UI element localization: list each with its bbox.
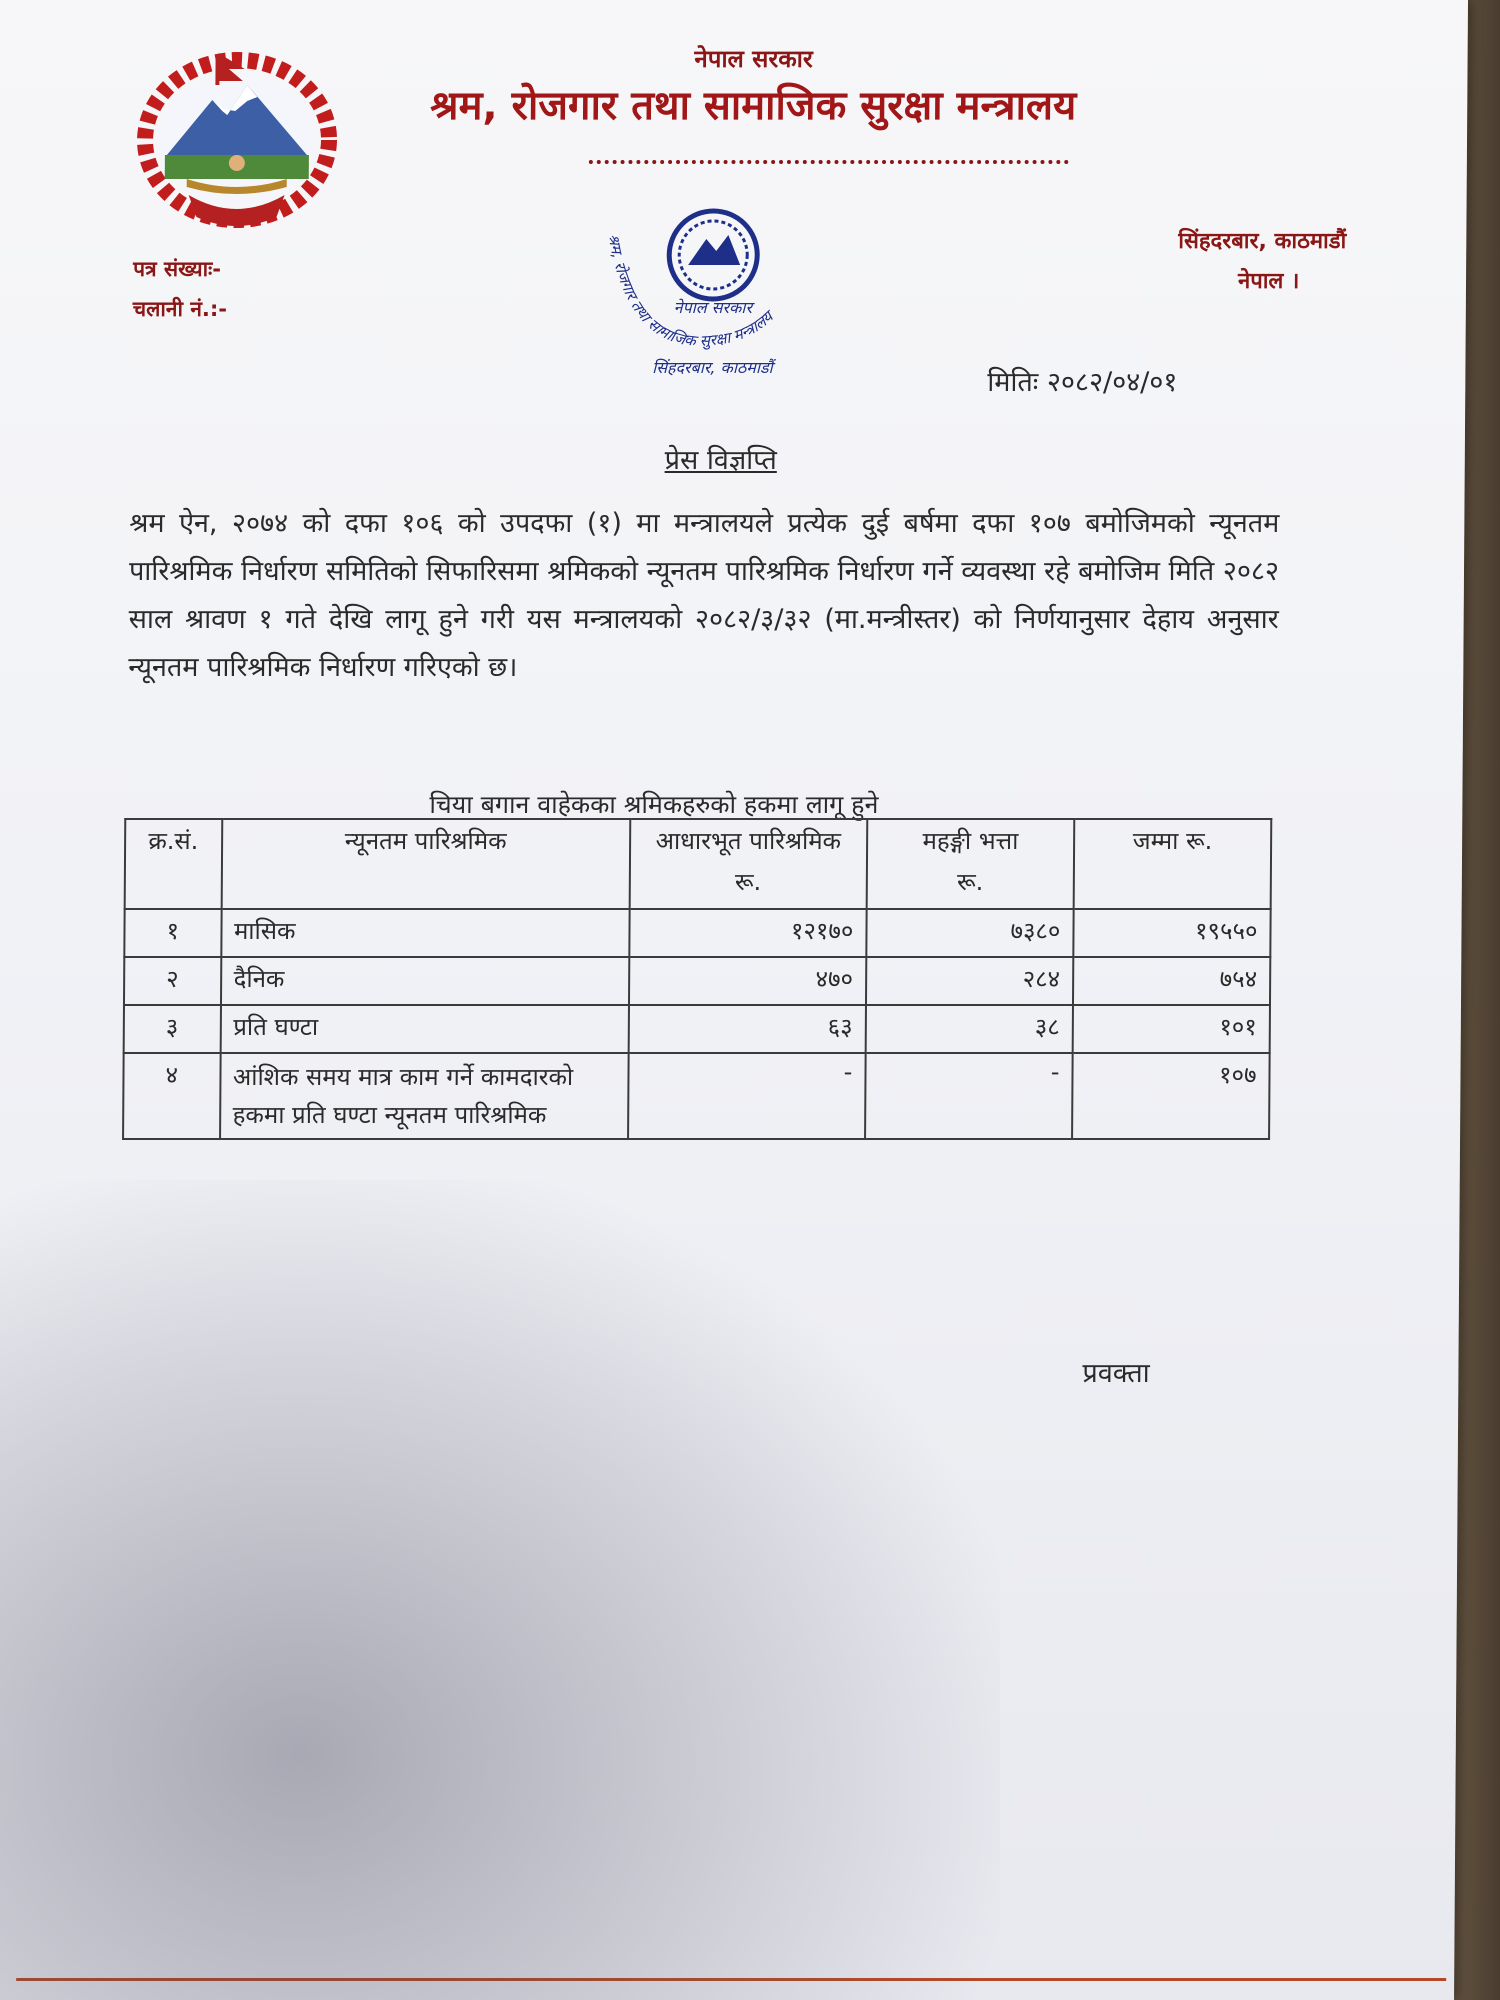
cell-total: १९५५०: [1073, 909, 1270, 957]
dispatch-number-label: चलानी नं.:-: [132, 297, 228, 321]
cell-basic: -: [628, 1053, 866, 1139]
table-caption: चिया बगान वाहेकका श्रमिकहरुको हकमा लागू हुने: [429, 790, 879, 819]
ministry-heading: श्रम, रोजगार तथा सामाजिक सुरक्षा मन्त्रालय: [430, 83, 1077, 129]
minimum-wage-table: [122, 818, 1272, 1140]
header-sn: क्र.सं.: [125, 819, 222, 909]
header-total: जम्मा रू.: [1074, 819, 1272, 909]
cell-total: १०१: [1073, 1005, 1270, 1053]
cell-total: ७५४: [1073, 957, 1270, 1005]
header-dearness: [867, 819, 1075, 909]
cell-description: मासिक: [221, 909, 629, 957]
cell-sn: ४: [123, 1053, 220, 1139]
cell-dearness: ७३८०: [866, 909, 1073, 957]
table-row: [123, 1053, 1270, 1139]
header-basic: [629, 819, 867, 909]
cell-total: १०७: [1072, 1053, 1270, 1139]
cell-description: दैनिक: [220, 957, 628, 1005]
stamp-text-top: नेपाल सरकार: [673, 298, 753, 317]
table-row: [124, 909, 1270, 957]
address-line-2: नेपाल ।: [1237, 269, 1300, 294]
stamp-text-arc: श्रम, रोजगार तथा सामाजिक सुरक्षा मन्त्रालय: [604, 232, 777, 350]
header-basic-label: आधारभूत पारिश्रमिक: [655, 827, 842, 855]
header-dearness-label: महङ्गी भत्ता: [922, 827, 1019, 855]
address-line-1: सिंहदरबार, काठमाडौं: [1178, 229, 1347, 254]
cell-basic: १२१७०: [629, 909, 867, 957]
signature-spokesperson: प्रवक्ता: [1082, 1358, 1150, 1389]
table-row: [124, 1005, 1270, 1053]
letter-number-label: पत्र संख्याः-: [133, 257, 222, 281]
cell-basic: ६३: [628, 1005, 866, 1053]
ministry-stamp-icon: [577, 205, 848, 385]
document-body: श्रम ऐन, २०७४ को दफा १०६ को उपदफा (१) मा मन्त्रालयले प्रत्येक दुई बर्षमा दफा १०७ बमोजिमको न्यूनतम पारिश्रमिक निर्धारण समितिको सिफारिसमा श्रमिकको न्यूनतम पारिश्रमिक निर्धारण गर्ने व्यवस्था रहे बमोजिम मिति २०८२ साल श्रावण १ गते देखि लागू हुने गरी यस मन्त्रालयको २०८२/३/३२ (मा.मन्त्रीस्तर) को निर्णयानुसार देहाय अनुसार न्यूनतम पारिश्रमिक निर्धारण गरिएको छ।: [128, 508, 1280, 683]
cell-basic: ४७०: [629, 957, 867, 1005]
document-date: मितिः २०८२/०४/०१: [987, 367, 1178, 398]
government-heading: नेपाल सरकार: [694, 45, 813, 73]
header-basic-unit: रू.: [734, 868, 762, 896]
stamp-text-bottom: सिंहदरबार, काठमाडौं: [652, 358, 773, 377]
dotted-divider: [589, 160, 1069, 164]
header-dearness-unit: रू.: [956, 868, 984, 896]
table-row: [124, 957, 1270, 1005]
table-header-row: [125, 819, 1272, 909]
footer-rule: [16, 1978, 1446, 1981]
cell-sn: १: [124, 909, 221, 957]
cell-dearness: ३८: [866, 1005, 1073, 1053]
cell-sn: ३: [124, 1005, 221, 1053]
cell-description: आंशिक समय मात्र काम गर्ने कामदारको हकमा प्रति घण्टा न्यूनतम पारिश्रमिक: [220, 1053, 629, 1139]
document-title: प्रेस विज्ञप्ति: [664, 445, 778, 476]
cell-sn: २: [124, 957, 221, 1005]
cell-dearness: २८४: [866, 957, 1073, 1005]
cell-dearness: -: [865, 1053, 1073, 1139]
cell-description: प्रति घण्टा: [220, 1005, 628, 1053]
header-description: न्यूनतम पारिश्रमिक: [221, 819, 630, 909]
